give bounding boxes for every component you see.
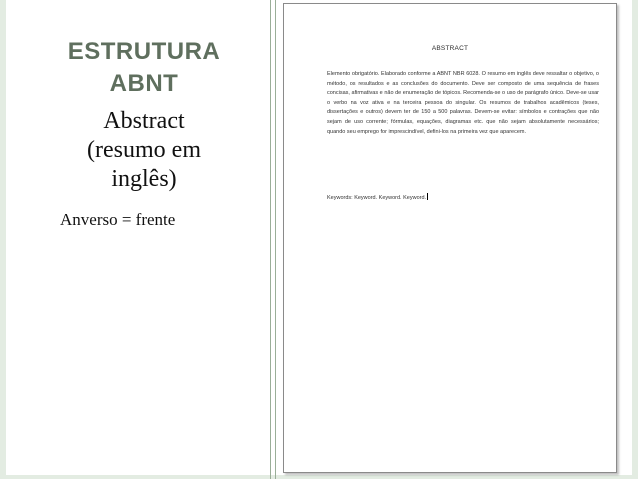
slide-subtitle-line: inglês) <box>111 166 177 192</box>
slide-title-line: ESTRUTURA <box>67 38 221 65</box>
document-keywords: Keywords: Keyword. Keyword. Keyword. <box>327 195 427 201</box>
document-heading: ABSTRACT <box>431 45 469 52</box>
vertical-divider-line <box>270 0 271 479</box>
document-keywords-line <box>327 193 599 203</box>
slide-subtitle-line: (resumo em <box>87 137 201 163</box>
document-body-text: Elemento obrigatório. Elaborado conforme a ABNT NBR 6028. O resumo em inglês deve ressaltar o objetivo, o método, os resultados e as conclusões do documento. Deve ser composto de uma sequência de frases concisas, afirmativas e não de enumeração de tópicos. Recomenda-se o uso de parágrafo único. Deve-se usar o verbo na voz ativa e na terceira pessoa do singular. Os resumos de trabalhos acadêmicos (teses, dissertações e outros) devem ter de 150 a 500 palavras. Devem-se evitar: símbolos e contrações que não sejam de uso corrente; fórmulas, equações, diagramas etc. que não sejam absolutamente necessários; quando seu emprego for imprescindível, defini-los na primeira vez que aparecem. <box>327 71 599 135</box>
left-frame-border <box>0 0 6 479</box>
slide-subtitle <box>52 107 236 194</box>
bottom-frame-border <box>0 475 638 479</box>
slide-subtitle-line: Abstract <box>103 108 185 134</box>
vertical-divider-line <box>275 0 276 479</box>
slide-title-line: ABNT <box>109 70 179 97</box>
text-cursor-icon <box>427 193 428 200</box>
slide-note: Anverso = frente <box>60 210 176 229</box>
right-frame-border <box>632 0 638 479</box>
left-panel <box>52 36 236 194</box>
slide-title <box>52 36 236 100</box>
document-page-preview <box>283 3 617 473</box>
